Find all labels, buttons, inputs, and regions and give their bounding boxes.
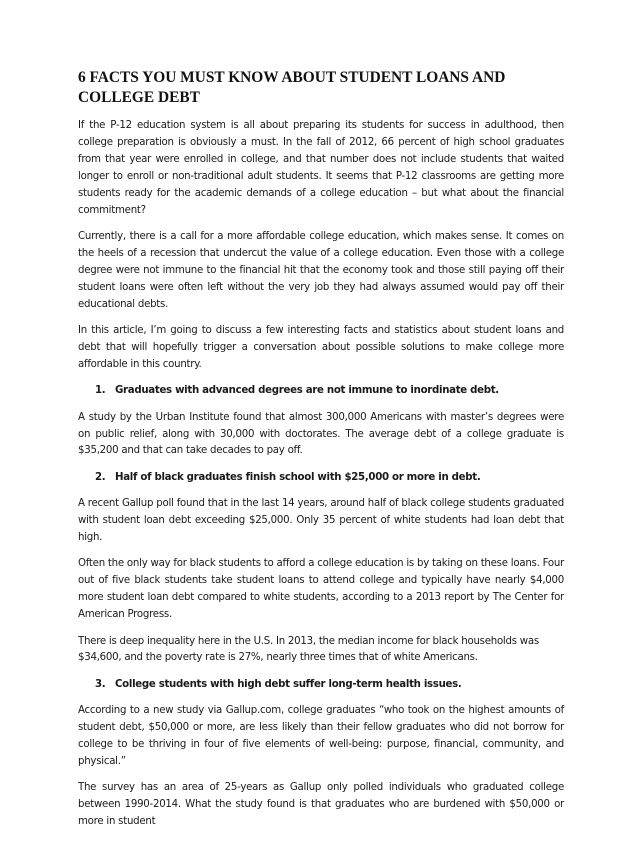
- document-title: 6 FACTS YOU MUST KNOW ABOUT STUDENT LOANS AND COLLEGE DEBT: [78, 69, 506, 106]
- fact-paragraph: The survey has an area of 25-years as Gallup only polled individuals who graduated college between 1990-2014. What the study found is that graduates who are burdened with $50,000 or more in student: [78, 782, 564, 828]
- fact-number: 1.: [95, 385, 106, 397]
- fact-number: 3.: [95, 678, 106, 690]
- fact-paragraph: There is deep inequality here in the U.S. In 2013, the median income for black households was $34,600, and the poverty rate is 27%, nearly three times that of white Americans.: [78, 635, 539, 664]
- intro-paragraph: In this article, I’m going to discuss a few interesting facts and statistics about student loans and debt that will hopefully trigger a conversation about possible solutions to make college more affordable in this country.: [78, 324, 564, 370]
- fact-heading-text: Graduates with advanced degrees are not immune to inordinate debt.: [115, 385, 499, 397]
- fact-heading-text: College students with high debt suffer long-term health issues.: [115, 678, 462, 690]
- fact-paragraph: Often the only way for black students to afford a college education is by taking on these loans. Four out of five black students take student loans to attend college and typically have nearly $4,000 more student loan debt compared to white students, according to a 2013 report by The Center for American Progress.: [78, 558, 564, 621]
- fact-heading: [78, 677, 564, 694]
- intro-paragraph: Currently, there is a call for a more affordable college education, which makes sense. It comes on the heels of a recession that undercut the value of a college education. Even those with a college degree were not immune to the financial hit that the economy took and those still paying off their student loans were often left without the very job they had always assumed would pay off their educational debts.: [78, 230, 564, 310]
- fact-paragraph: According to a new study via Gallup.com, college graduates “who took on the highest amounts of student debt, $50,000 or more, are less likely than their fellow graduates who did not borrow for college to be thriving in four of five elements of well-being: purpose, financial, community, and physical.”: [78, 705, 564, 767]
- document-body: [78, 68, 564, 841]
- fact-paragraph: A recent Gallup poll found that in the last 14 years, around half of black college students graduated with student loan debt exceeding $25,000. Only 35 percent of white students had loan debt that high.: [78, 498, 564, 544]
- fact-paragraph: A study by the Urban Institute found that almost 300,000 Americans with master’s degrees were on public relief, along with 30,000 with doctorates. The average debt of a college graduate is $35,200 and that can take decades to pay off.: [78, 411, 564, 457]
- fact-number: 2.: [95, 471, 106, 483]
- intro-paragraph: If the P-12 education system is all about preparing its students for success in adulthood, then college preparation is obviously a must. In the fall of 2012, 66 percent of high school graduates from that year were enrolled in college, and that number does not include students that waited longer to enroll or non-traditional adult students. It seems that P-12 classrooms are getting more students ready for the academic demands of a college education – but what about the financial commitment?: [78, 120, 564, 216]
- fact-heading: [78, 470, 564, 487]
- fact-heading-text: Half of black graduates finish school with $25,000 or more in debt.: [115, 471, 481, 483]
- fact-heading: [78, 383, 564, 400]
